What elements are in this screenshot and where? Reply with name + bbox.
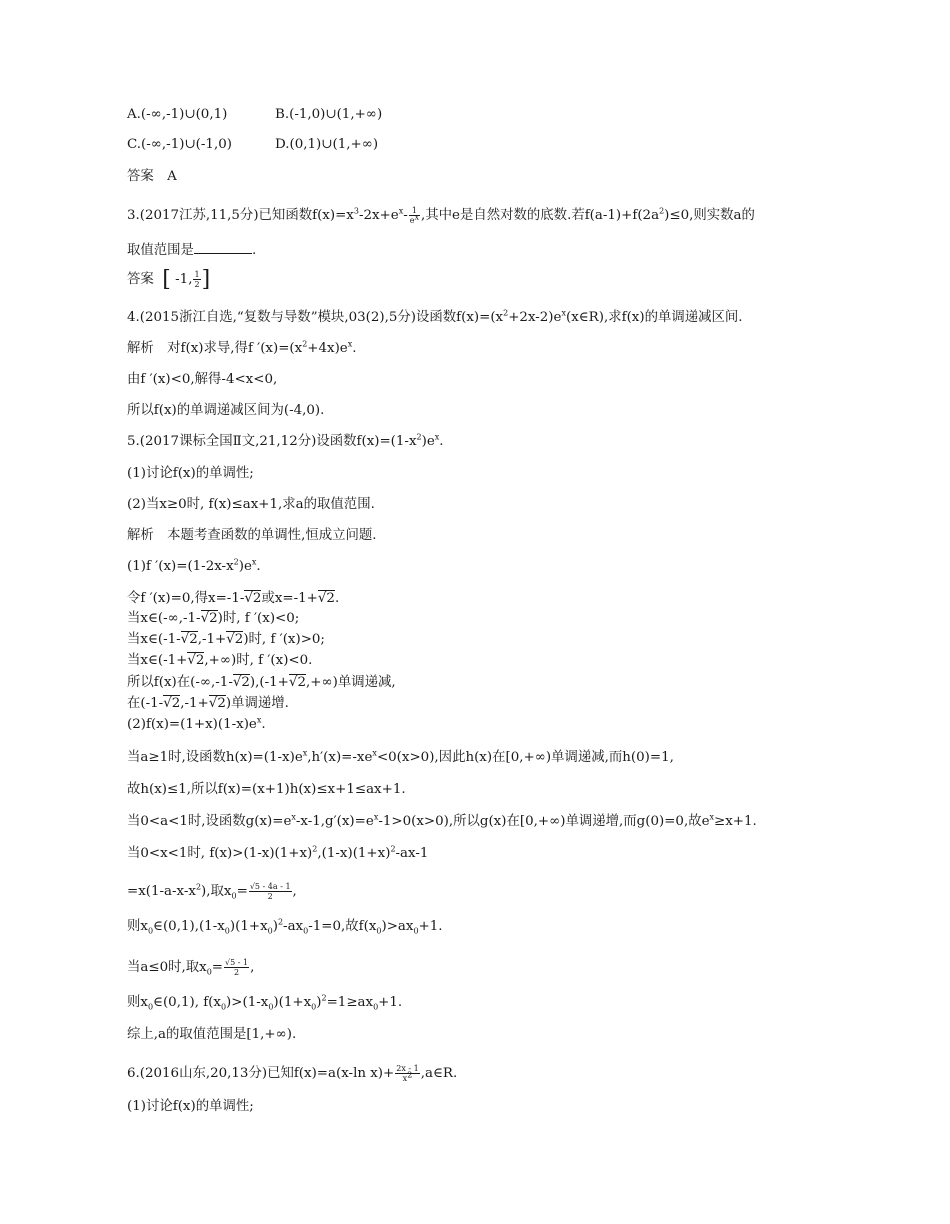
question-3-line2: 取值范围是 .	[127, 240, 256, 260]
solution-5-line3: 当x∈(-∞,-1-√2)时, f ′(x)<0;	[127, 611, 300, 626]
question-5-part1: (1)讨论f(x)的单调性;	[127, 466, 254, 481]
solution-5-line2: 令f ′(x)=0,得x=-1-√2或x=-1+√2.	[127, 591, 340, 606]
solution-5-line11: 当0<a<1时,设函数$g(x)=e^x-x-1,g'(x)=e^x-1>0(x>0)$,所以g(x)在[0,+∞)单调递增,而g(0)=0,故$e^x\ge x+1$.	[127, 812, 757, 829]
option-a: A.(-∞,-1)∪(0,1)	[127, 107, 228, 122]
question-5-part2: (2)当x≥0时, f(x)≤ax+1,求a的取值范围.	[127, 497, 375, 512]
solution-5-line13: $=x(1-a-x-x^2)$,取$x_0=$ $\frac{√5 - 4a - 1}{2}$ ,	[127, 882, 297, 901]
solution-5-line15: 当a≤0时,取$x_0=$ $\frac{√5 - 1}{2}$ ,	[127, 958, 255, 977]
solution-5-line6: 所以f(x)在(-∞,-1-√2),(-1+√2,+∞)单调递减,	[127, 675, 396, 690]
option-d: D.(0,1)∪(1,+∞)	[275, 137, 379, 152]
solution-4-line3: 所以f(x)的单调递减区间为(-4,0).	[127, 403, 325, 418]
solution-5-line16: 则$x_0\in(0,1)$, $f(x_0)>(1-x_0)(1+x_0)^2=1\ge ax_0+1$.	[127, 993, 403, 1012]
solution-5-line4: 当x∈(-1-√2,-1+√2)时, f ′(x)>0;	[127, 632, 325, 647]
option-b: B.(-1,0)∪(1,+∞)	[275, 107, 383, 122]
solution-5-line8: $(2)f(x)=(1+x)(1-x)e^x$.	[127, 715, 266, 732]
answer-3: 答案 [ -1, $\frac{1}{2}$ ]	[127, 267, 211, 292]
answer-blank	[194, 240, 252, 254]
option-c: C.(-∞,-1)∪(-1,0)	[127, 137, 232, 152]
question-6: 6.(2016山东,20,13分)已知f(x)=a(x-ln x)+ $\frac{2x - 1}{x^2}$ ,a∈R.	[127, 1064, 458, 1083]
solution-5-line5: 当x∈(-1+√2,+∞)时, f ′(x)<0.	[127, 653, 313, 668]
solution-5-line12: 当0<x<1时, $f(x)>(1-x)(1+x)^2,(1-x)(1+x)^2-ax-1$	[127, 844, 429, 861]
solution-5-line1: (1)f $'(x)=(1-2x-x^2)e^x$.	[127, 557, 261, 574]
solution-5-line10: 故h(x)≤1,所以f(x)=(x+1)h(x)≤x+1≤ax+1.	[127, 782, 406, 797]
fraction: $\frac{1}{2}$	[194, 270, 200, 289]
option-a-b-line	[127, 106, 383, 124]
question-4: 4.(2015浙江自选,“复数与导数”模块,03(2),5分)设函数$f(x)=(x^2+2x-2)e^x(x\in R)$,求f(x)的单调递减区间.	[127, 308, 743, 325]
question-6-part1: (1)讨论f(x)的单调性;	[127, 1099, 254, 1114]
fraction: $\frac{√5 - 1}{2}$	[225, 958, 249, 977]
solution-5-intro: 解析 本题考查函数的单调性,恒成立问题.	[127, 528, 377, 543]
solution-5-line17: 综上,a的取值范围是[1,+∞).	[127, 1027, 297, 1042]
question-3: 3.(2017江苏,11,5分)已知函数$f(x)=x^3-2x+e^x-$ $\frac{1}{e^x}$ ,其中e是自然对数的底数.若$f(a-1)+f(2a^2)\le 0$,则实数a的	[127, 206, 755, 225]
fraction: $\frac{2x - 1}{x^2}$	[396, 1064, 419, 1083]
fraction: $\frac{1}{e^x}$	[409, 206, 419, 225]
solution-4-line1: 解析 对f(x)求导,得f $'(x)=(x^2+4x)e^x$.	[127, 339, 357, 356]
question-5: 5.(2017课标全国Ⅱ文,21,12分)设函数$f(x)=(1-x^2)e^x$.	[127, 432, 444, 449]
solution-5-line7: 在(-1-√2,-1+√2)单调递增.	[127, 696, 289, 711]
solution-5-line14: 则$x_0\in(0,1),(1-x_0)(1+x_0)^2-ax_0-1=0$,故$f(x_0)>ax_0+1$.	[127, 917, 443, 936]
fraction: $\frac{√5 - 4a - 1}{2}$	[249, 882, 291, 901]
answer-prev: 答案 A	[127, 169, 177, 184]
solution-5-line9: 当a≥1时,设函数$h(x)=(1-x)e^x,h'(x)=-xe^x<0(x>0)$,因此h(x)在[0,+∞)单调递减,而h(0)=1,	[127, 748, 674, 765]
option-c-d-line	[127, 136, 379, 154]
solution-4-line2: 由f ′(x)<0,解得-4<x<0,	[127, 372, 278, 387]
